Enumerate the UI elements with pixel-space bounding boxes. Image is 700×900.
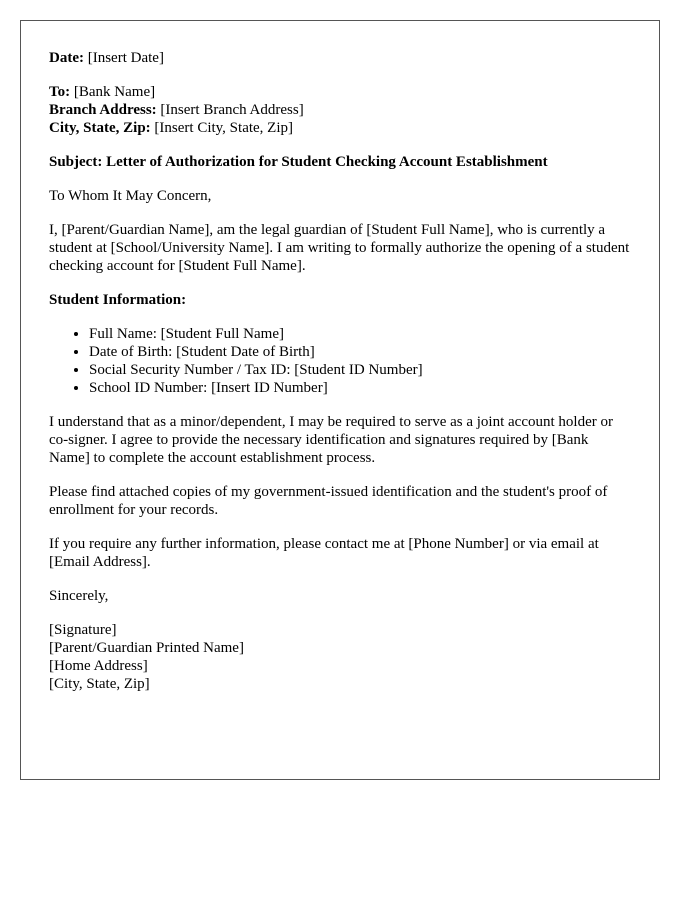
joint-holder-paragraph: I understand that as a minor/dependent, I may be required to serve as a joint account holder or co-signer. I agree to provide the necessary identification and signatures required by [Bank Name] to complete the account establishment process.: [49, 414, 613, 466]
list-item: • Date of Birth: [Student Date of Birth]: [89, 343, 631, 361]
to-label: To:: [49, 84, 71, 100]
subject-line: [49, 153, 631, 171]
city-value: [Insert City, State, Zip]: [154, 120, 294, 136]
city-line: [49, 119, 631, 137]
branch-label: Branch Address:: [49, 102, 157, 118]
branch-value: [Insert Branch Address]: [160, 102, 304, 118]
salutation: To Whom It May Concern,: [49, 188, 212, 204]
date-label: Date:: [49, 50, 84, 66]
printed-name-line: [Parent/Guardian Printed Name]: [49, 640, 244, 656]
signature-block: [49, 621, 631, 693]
student-info-heading-text: Student Information:: [49, 292, 187, 308]
home-address-line: [Home Address]: [49, 658, 148, 674]
list-item: • School ID Number: [Insert ID Number]: [89, 379, 631, 397]
subject-text: Subject: Letter of Authorization for Student Checking Account Establishment: [49, 154, 548, 170]
list-item: • Full Name: [Student Full Name]: [89, 325, 631, 343]
recipient-block: [49, 83, 631, 137]
list-item: • Social Security Number / Tax ID: [Student ID Number]: [89, 361, 631, 379]
attachments-paragraph: Please find attached copies of my government-issued identification and the student's proof of enrollment for your records.: [49, 484, 608, 518]
date-line: [49, 49, 631, 67]
signature-line: [Signature]: [49, 622, 117, 638]
closing: Sincerely,: [49, 588, 109, 604]
letter-page: [20, 20, 660, 780]
student-info-heading: [49, 291, 631, 309]
contact-paragraph: If you require any further information, please contact me at [Phone Number] or via email at [Email Address].: [49, 536, 599, 570]
branch-line: [49, 101, 631, 119]
city-label: City, State, Zip:: [49, 120, 151, 136]
intro-paragraph: I, [Parent/Guardian Name], am the legal guardian of [Student Full Name], who is currently a student at [School/University Name]. I am writing to formally authorize the opening of a student checking account for [Student Full Name].: [49, 222, 630, 274]
city-state-zip-line: [City, State, Zip]: [49, 676, 150, 692]
to-value: [Bank Name]: [73, 84, 156, 100]
date-value: [Insert Date]: [87, 50, 164, 66]
to-line: [49, 83, 631, 101]
student-info-list: [49, 325, 631, 397]
